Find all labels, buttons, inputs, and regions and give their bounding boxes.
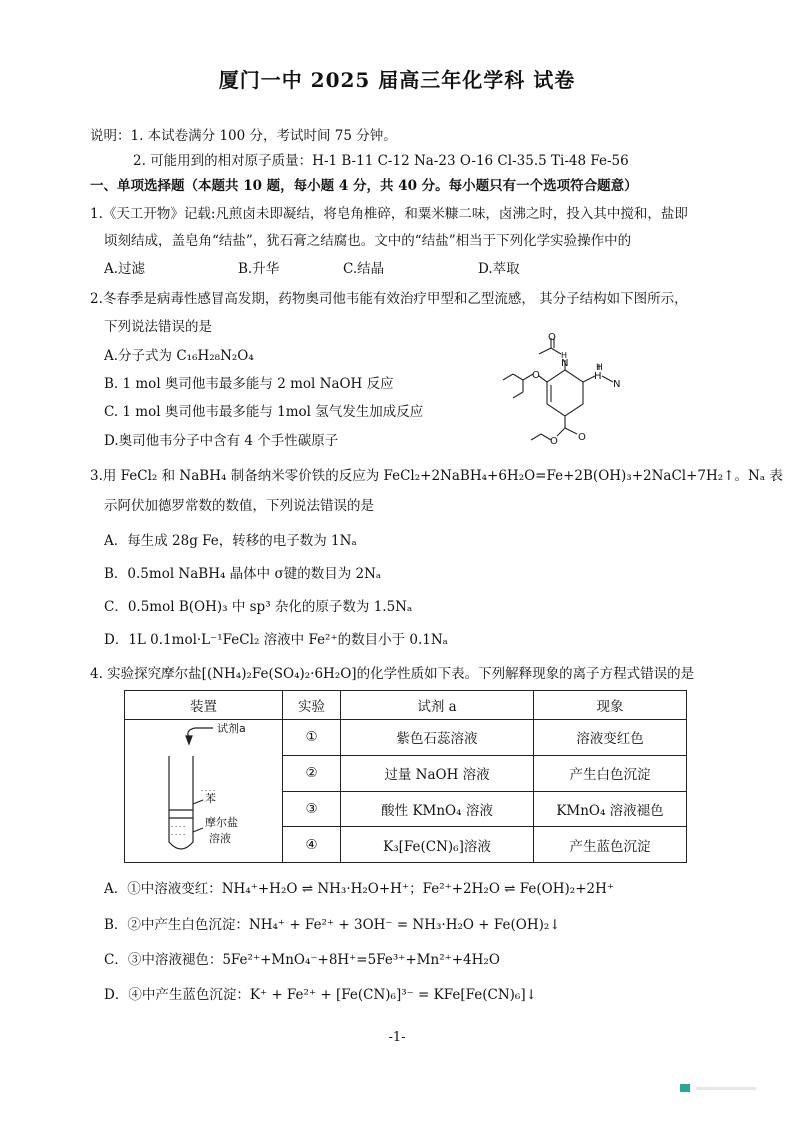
section-heading: 一、单项选择题（本题共 10 题，每小题 4 分，共 40 分。每小题只有一个选项符合题意） bbox=[90, 178, 638, 194]
header-phenomenon: 现象 bbox=[534, 691, 687, 720]
q2-line-2: 下列说法错误的是 bbox=[104, 319, 212, 335]
o-ester-label: O bbox=[550, 436, 558, 447]
header-apparatus: 装置 bbox=[125, 691, 283, 720]
q1-option-c: C.结晶 bbox=[343, 261, 385, 277]
q4-option-d: D．④中产生蓝色沉淀：K⁺ + Fe²⁺ + [Fe(CN)₆]³⁻ = KFe[Fe(CN)₆]↓ bbox=[104, 987, 537, 1003]
row1-phenomenon: 溶液变红色 bbox=[534, 720, 687, 756]
h-amine-top-label: H bbox=[596, 363, 603, 373]
table-row bbox=[125, 720, 687, 756]
oseltamivir-structure bbox=[495, 330, 635, 458]
row4-phenomenon: 产生蓝色沉淀 bbox=[534, 827, 687, 863]
q2-option-c: C. 1 mol 奥司他韦最多能与 1mol 氢气发生加成反应 bbox=[104, 404, 424, 420]
o-carbonyl-label: O bbox=[548, 332, 556, 343]
label-benzene: 苯 bbox=[204, 792, 216, 805]
q4-line: 4. 实验探究摩尔盐[(NH₄)₂Fe(SO₄)₂·6H₂O]的化学性质如下表。下列解释现象的离子方程式错误的是 bbox=[90, 666, 695, 682]
q3-option-b: B．0.5mol NaBH₄ 晶体中 σ键的数目为 2Nₐ bbox=[104, 566, 382, 582]
q1-option-b: B.升华 bbox=[238, 261, 280, 277]
row2-exp: ② bbox=[283, 755, 341, 791]
row1-reagent: 紫色石蕊溶液 bbox=[341, 720, 534, 756]
test-tube-diagram bbox=[129, 720, 279, 858]
row4-exp: ④ bbox=[283, 827, 341, 863]
row3-exp: ③ bbox=[283, 791, 341, 827]
n-amide-label: N bbox=[561, 358, 569, 369]
o-ester-carbonyl-label: O bbox=[578, 432, 586, 443]
note-2: 2. 可能用到的相对原子质量：H-1 B-11 C-12 Na-23 O-16 Cl-35.5 Ti-48 Fe-56 bbox=[133, 153, 629, 169]
row1-exp: ① bbox=[283, 720, 341, 756]
svg-text:- - - -: - - - - bbox=[170, 823, 185, 830]
q2-line-1: 2.冬春季是病毒性感冒高发期，药物奥司他韦能有效治疗甲型和乙型流感， 其分子结构如下图所示， bbox=[90, 291, 688, 307]
page-number: -1- bbox=[388, 1030, 406, 1045]
q3-option-d: D．1L 0.1mol·L⁻¹FeCl₂ 溶液中 Fe²⁺的数目小于 0.1Nₐ bbox=[104, 632, 448, 648]
q2-option-a: A.分子式为 C₁₆H₂₈N₂O₄ bbox=[104, 348, 254, 364]
svg-text:- - - -: - - - - bbox=[200, 787, 215, 794]
q1-option-d: D.萃取 bbox=[478, 261, 520, 277]
q1-line-2: 顷刻结成，盖皂角“结盐”，犹石膏之结腐也。文中的“结盐”相当于下列化学实验操作中的 bbox=[104, 233, 632, 249]
row2-phenomenon: 产生白色沉淀 bbox=[534, 755, 687, 791]
q3-line-2: 示阿伏加德罗常数的数值，下列说法错误的是 bbox=[104, 498, 374, 514]
q4-option-a: A．①中溶液变红：NH₄⁺+H₂O ⇌ NH₃·H₂O+H⁺；Fe²⁺+2H₂O ⇌ Fe(OH)₂+2H⁺ bbox=[104, 881, 614, 897]
apparatus-cell bbox=[125, 720, 283, 863]
row2-reagent: 过量 NaOH 溶液 bbox=[341, 755, 534, 791]
experiment-table bbox=[124, 690, 687, 863]
row4-reagent: K₃[Fe(CN)₆]溶液 bbox=[341, 827, 534, 863]
o-ether-label: O bbox=[532, 370, 540, 381]
label-mohr-salt: 摩尔盐 bbox=[204, 816, 238, 829]
note-1: 说明：1. 本试卷满分 100 分，考试时间 75 分钟。 bbox=[90, 128, 397, 144]
q3-option-c: C．0.5mol B(OH)₃ 中 sp³ 杂化的原子数为 1.5Nₐ bbox=[104, 599, 413, 615]
h-amine-label: H bbox=[594, 371, 602, 382]
n-amine-label: N bbox=[613, 379, 621, 390]
q4-option-c: C．③中溶液褪色：5Fe²⁺+MnO₄⁻+8H⁺=5Fe³⁺+Mn²⁺+4H₂O bbox=[104, 952, 500, 968]
label-reagent-a: 试剂a bbox=[216, 722, 246, 735]
svg-text:- - - -: - - - - bbox=[170, 831, 185, 838]
page-title: 厦门一中 2025 届高三年化学科 试卷 bbox=[218, 68, 576, 92]
q1-line-1: 1.《天工开物》记载:凡煎卤未即凝结，将皂角椎碎，和粟米糠二味，卤沸之时，投入其中搅和，盐即 bbox=[90, 206, 688, 222]
q2-option-b: B. 1 mol 奥司他韦最多能与 2 mol NaOH 反应 bbox=[104, 376, 394, 392]
q3-line-1: 3.用 FeCl₂ 和 NaBH₄ 制备纳米零价铁的反应为 FeCl₂+2NaBH₄+6H₂O=Fe+2B(OH)₃+2NaCl+7H₂↑。Nₐ 表 bbox=[90, 468, 783, 484]
q4-option-b: B．②中产生白色沉淀：NH₄⁺ + Fe²⁺ + 3OH⁻ = NH₃·H₂O + Fe(OH)₂↓ bbox=[104, 917, 561, 933]
q1-option-a: A.过滤 bbox=[104, 261, 146, 277]
corner-watermark bbox=[680, 1082, 760, 1094]
header-experiment: 实验 bbox=[283, 691, 341, 720]
q3-option-a: A．每生成 28g Fe，转移的电子数为 1Nₐ bbox=[104, 533, 357, 549]
q2-option-d: D.奥司他韦分子中含有 4 个手性碳原子 bbox=[104, 433, 339, 449]
label-solution: 溶液 bbox=[208, 832, 231, 845]
header-reagent: 试剂 a bbox=[341, 691, 534, 720]
row3-phenomenon: KMnO₄ 溶液褪色 bbox=[534, 791, 687, 827]
row3-reagent: 酸性 KMnO₄ 溶液 bbox=[341, 791, 534, 827]
table-header-row bbox=[125, 691, 687, 720]
h-amide-label: H bbox=[561, 351, 568, 360]
